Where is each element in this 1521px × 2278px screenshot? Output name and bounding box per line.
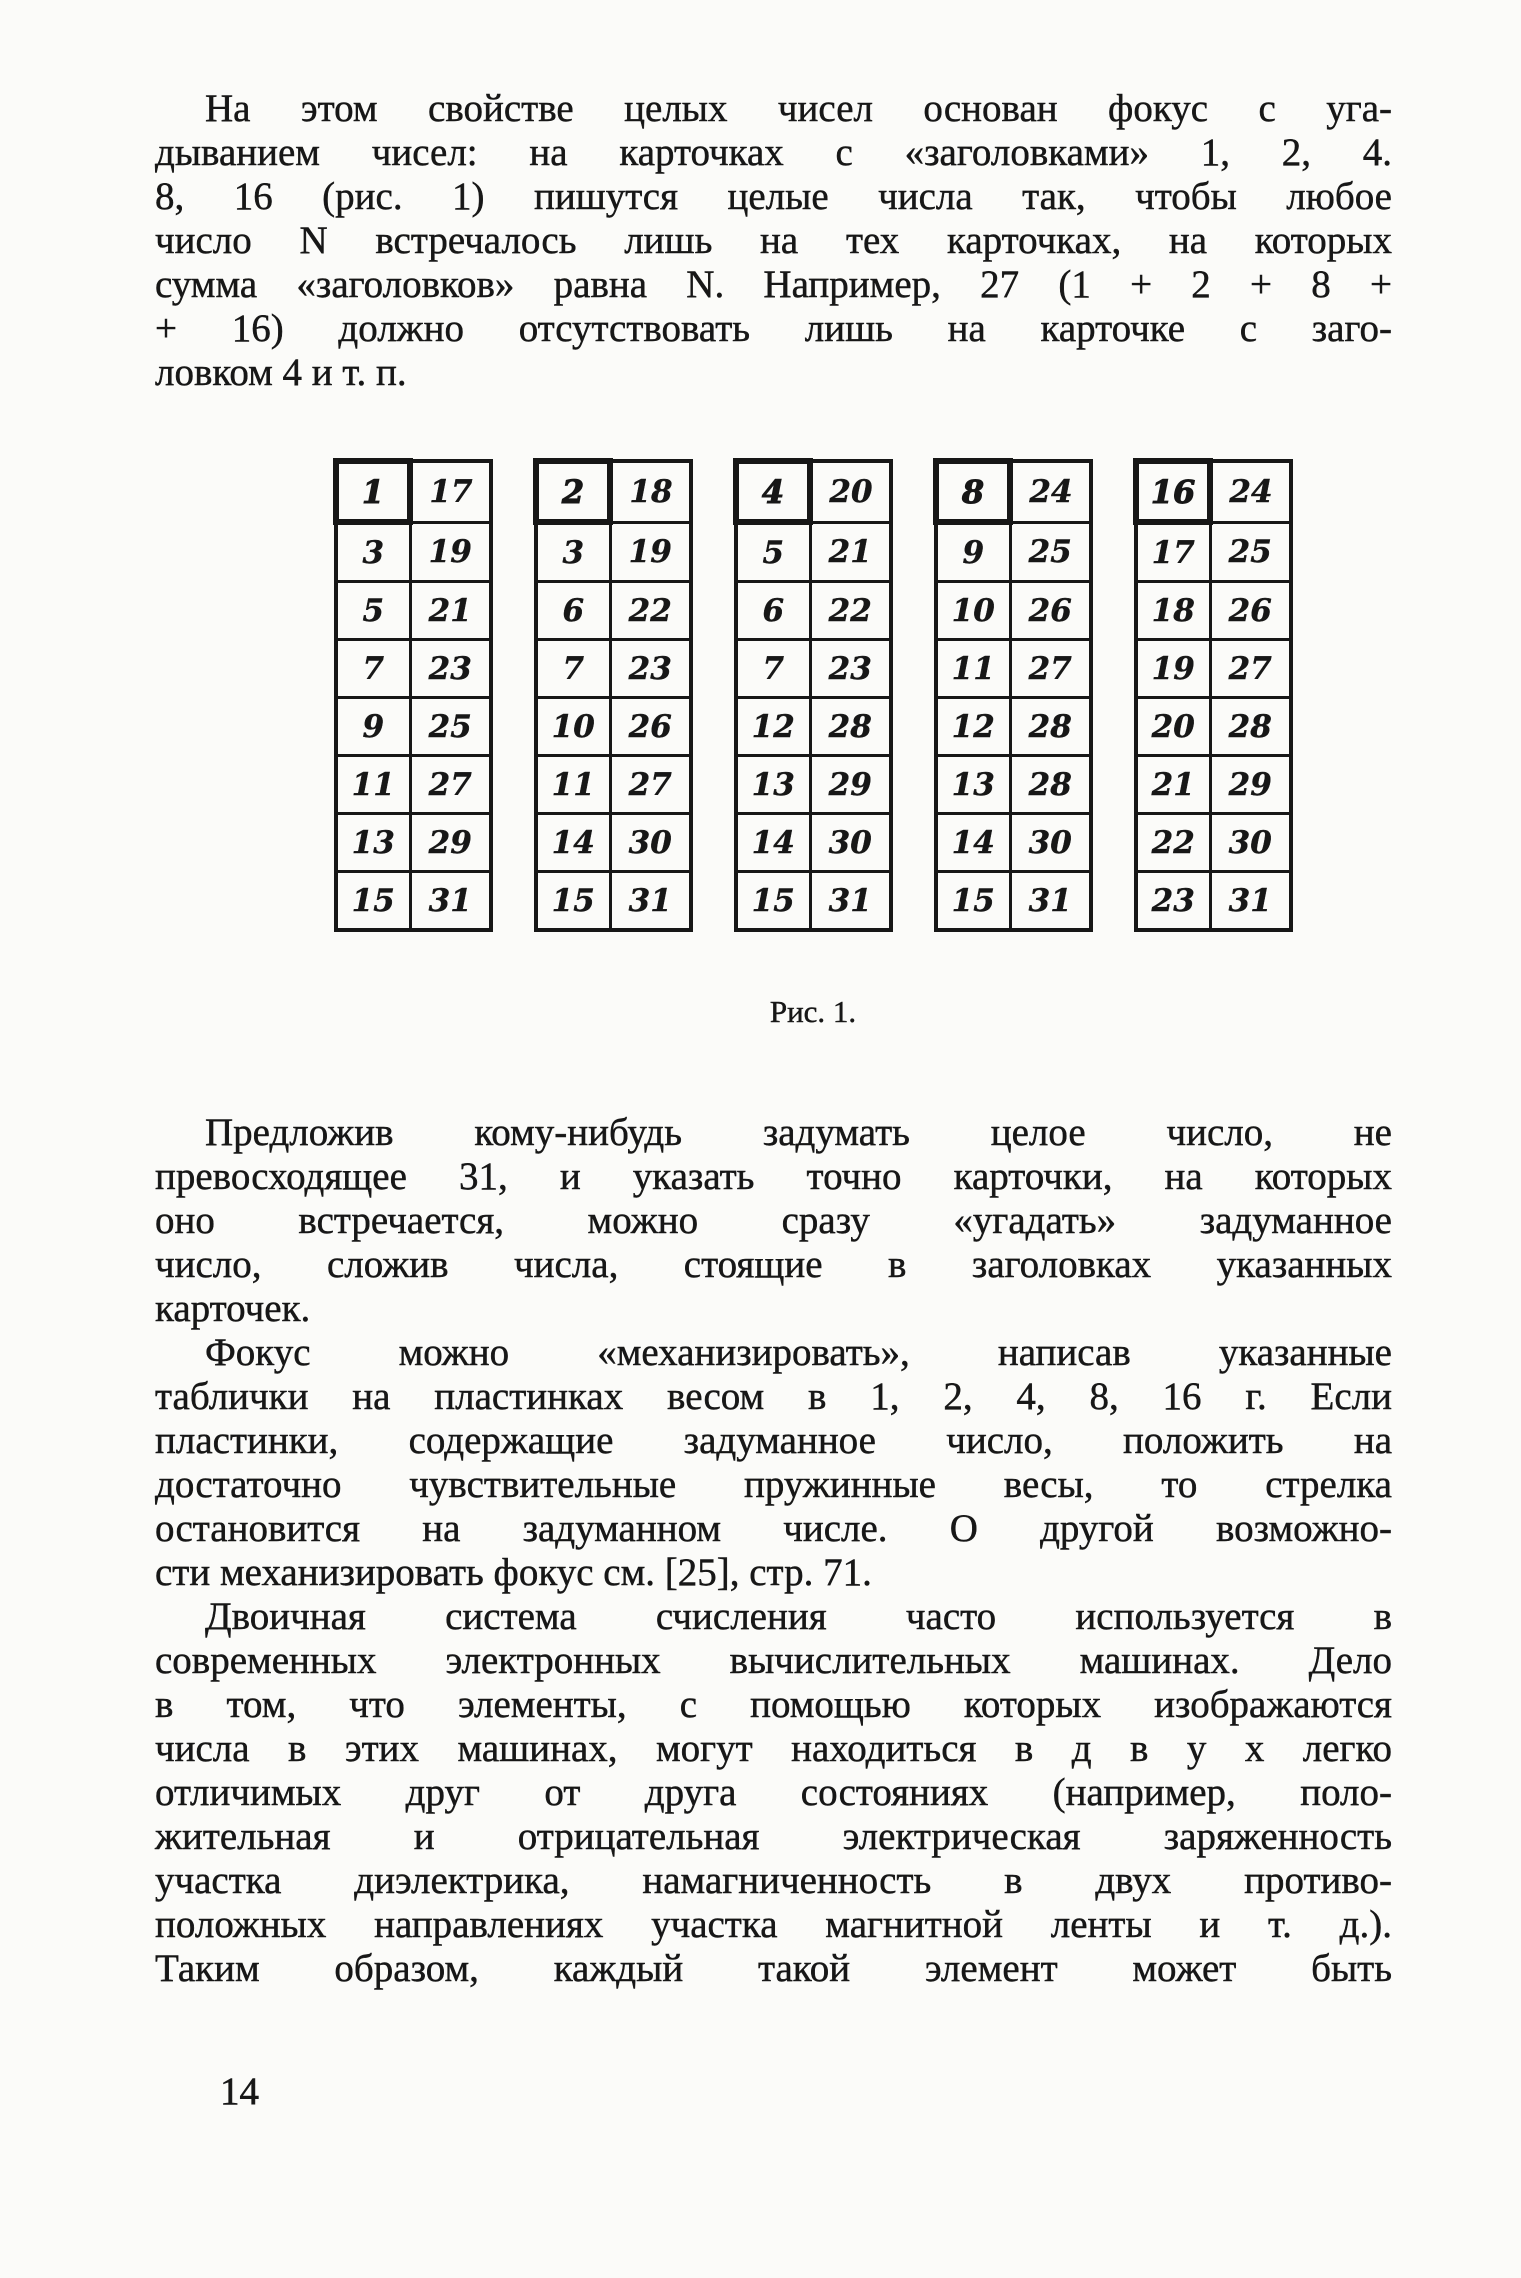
card-cell: 26 [1010, 582, 1091, 640]
text-line: числа в этих машинах, могут находиться в д в у х легко [155, 1727, 1392, 1770]
figure-caption: Рис. 1. [769, 994, 857, 1029]
card-header-cell: 17 [410, 461, 491, 522]
card-cell: 23 [1136, 872, 1210, 931]
card-cell: 6 [536, 582, 610, 640]
text-line: Таким образом, каждый такой элемент может быть [155, 1947, 1392, 1990]
card-cell: 19 [410, 522, 491, 582]
card-cell: 27 [410, 756, 491, 814]
card-cell: 3 [336, 522, 410, 582]
card-cell: 28 [810, 698, 891, 756]
text-line: жительная и отрицательная электрическая заряженность [155, 1815, 1392, 1858]
card-cell: 27 [1210, 640, 1291, 698]
card-cell: 18 [1136, 582, 1210, 640]
card-cell: 29 [1210, 756, 1291, 814]
card-cell: 22 [810, 582, 891, 640]
card-cell: 11 [936, 640, 1010, 698]
card-cell: 27 [610, 756, 691, 814]
text-line: пластинки, содержащие задуманное число, положить на [155, 1419, 1392, 1462]
text-line: сумма «заголовков» равна N. Например, 27 (1 + 2 + 8 + [155, 263, 1392, 306]
paragraph-3 [155, 1331, 1392, 1595]
card-cell: 25 [1010, 522, 1091, 582]
text-line: остановится на задуманном числе. О другой возможно- [155, 1507, 1392, 1550]
number-card [733, 458, 893, 932]
card-cell: 30 [610, 814, 691, 872]
card-cell: 15 [336, 872, 410, 931]
card-cell: 13 [936, 756, 1010, 814]
number-card [533, 458, 693, 932]
text-line: Фокус можно «механизировать», написав указанные [205, 1331, 1392, 1374]
card-header-cell: 8 [936, 461, 1010, 522]
card-header-cell: 24 [1210, 461, 1291, 522]
card-cell: 5 [736, 522, 810, 582]
card-cell: 29 [810, 756, 891, 814]
card-cell: 30 [1210, 814, 1291, 872]
card-header-cell: 4 [736, 461, 810, 522]
text-line: карточек. [155, 1287, 311, 1330]
card-cell: 31 [610, 872, 691, 931]
text-line: положных направлениях участка магнитной ленты и т. д.). [155, 1903, 1392, 1946]
card-cell: 10 [536, 698, 610, 756]
text-line: достаточно чувствительные пружинные весы, то стрелка [155, 1463, 1392, 1506]
card-cell: 31 [1210, 872, 1291, 931]
text-block [155, 1111, 1392, 1991]
paragraph-1 [155, 87, 1392, 395]
card-cell: 9 [936, 522, 1010, 582]
text-line: в том, что элементы, с помощью которых изображаются [155, 1683, 1392, 1726]
card-cell: 12 [736, 698, 810, 756]
card-cell: 15 [736, 872, 810, 931]
card-cell: 25 [1210, 522, 1291, 582]
card-cell: 7 [736, 640, 810, 698]
card-cell: 28 [1210, 698, 1291, 756]
paragraph-4 [155, 1595, 1392, 1991]
text-line: Предложив кому-нибудь задумать целое число, не [205, 1111, 1392, 1154]
card-cell: 21 [810, 522, 891, 582]
text-line: + 16) должно отсутствовать лишь на карточке с заго- [155, 307, 1392, 350]
card-header-cell: 20 [810, 461, 891, 522]
card-cell: 12 [936, 698, 1010, 756]
card-cell: 10 [936, 582, 1010, 640]
card-cell: 23 [610, 640, 691, 698]
page-number: 14 [220, 2070, 259, 2113]
figure-cards [333, 458, 1293, 932]
card-cell: 9 [336, 698, 410, 756]
text-line: число, сложив числа, стоящие в заголовках указанных [155, 1243, 1392, 1286]
card-header-cell: 1 [336, 461, 410, 522]
text-line: На этом свойстве целых чисел основан фокус с уга- [205, 87, 1392, 130]
text-line: таблички на пластинках весом в 1, 2, 4, 8, 16 г. Если [155, 1375, 1392, 1418]
card-cell: 11 [536, 756, 610, 814]
text-line: оно встречается, можно сразу «угадать» задуманное [155, 1199, 1392, 1242]
card-cell: 31 [410, 872, 491, 931]
card-cell: 23 [810, 640, 891, 698]
text-line: превосходящее 31, и указать точно карточки, на которых [155, 1155, 1392, 1198]
card-cell: 23 [410, 640, 491, 698]
card-cell: 27 [1010, 640, 1091, 698]
text-line: 8, 16 (рис. 1) пишутся целые числа так, чтобы любое [155, 175, 1392, 218]
text-line: участка диэлектрика, намагниченность в двух противо- [155, 1859, 1392, 1902]
card-cell: 15 [536, 872, 610, 931]
card-cell: 30 [1010, 814, 1091, 872]
card-cell: 5 [336, 582, 410, 640]
card-cell: 22 [610, 582, 691, 640]
card-cell: 28 [1010, 756, 1091, 814]
number-card [933, 458, 1093, 932]
card-cell: 19 [1136, 640, 1210, 698]
text-line: число N встречалось лишь на тех карточках, на которых [155, 219, 1392, 262]
text-line: Двоичная система счисления часто используется в [205, 1595, 1392, 1638]
card-cell: 19 [610, 522, 691, 582]
text-line: отличимых друг от друга состояниях (например, поло- [155, 1771, 1392, 1814]
card-cell: 13 [336, 814, 410, 872]
card-cell: 26 [610, 698, 691, 756]
card-cell: 21 [410, 582, 491, 640]
text-line: дыванием чисел: на карточках с «заголовками» 1, 2, 4. [155, 131, 1392, 174]
card-header-cell: 16 [1136, 461, 1210, 522]
card-cell: 31 [1010, 872, 1091, 931]
card-cell: 15 [936, 872, 1010, 931]
card-header-cell: 24 [1010, 461, 1091, 522]
card-cell: 21 [1136, 756, 1210, 814]
card-cell: 11 [336, 756, 410, 814]
card-header-cell: 2 [536, 461, 610, 522]
card-cell: 25 [410, 698, 491, 756]
card-cell: 14 [536, 814, 610, 872]
card-cell: 7 [536, 640, 610, 698]
text-line: сти механизировать фокус см. [25], стр. 71. [155, 1551, 872, 1594]
card-cell: 22 [1136, 814, 1210, 872]
text-line: современных электронных вычислительных машинах. Дело [155, 1639, 1392, 1682]
card-cell: 14 [736, 814, 810, 872]
number-card [1133, 458, 1293, 932]
number-card [333, 458, 493, 932]
card-cell: 31 [810, 872, 891, 931]
card-cell: 28 [1010, 698, 1091, 756]
card-cell: 3 [536, 522, 610, 582]
card-cell: 13 [736, 756, 810, 814]
text-line: ловком 4 и т. п. [155, 351, 407, 394]
paragraph-2 [155, 1111, 1392, 1331]
card-header-cell: 18 [610, 461, 691, 522]
card-cell: 29 [410, 814, 491, 872]
card-cell: 7 [336, 640, 410, 698]
card-cell: 26 [1210, 582, 1291, 640]
card-cell: 17 [1136, 522, 1210, 582]
card-cell: 6 [736, 582, 810, 640]
card-cell: 20 [1136, 698, 1210, 756]
card-cell: 14 [936, 814, 1010, 872]
card-cell: 30 [810, 814, 891, 872]
